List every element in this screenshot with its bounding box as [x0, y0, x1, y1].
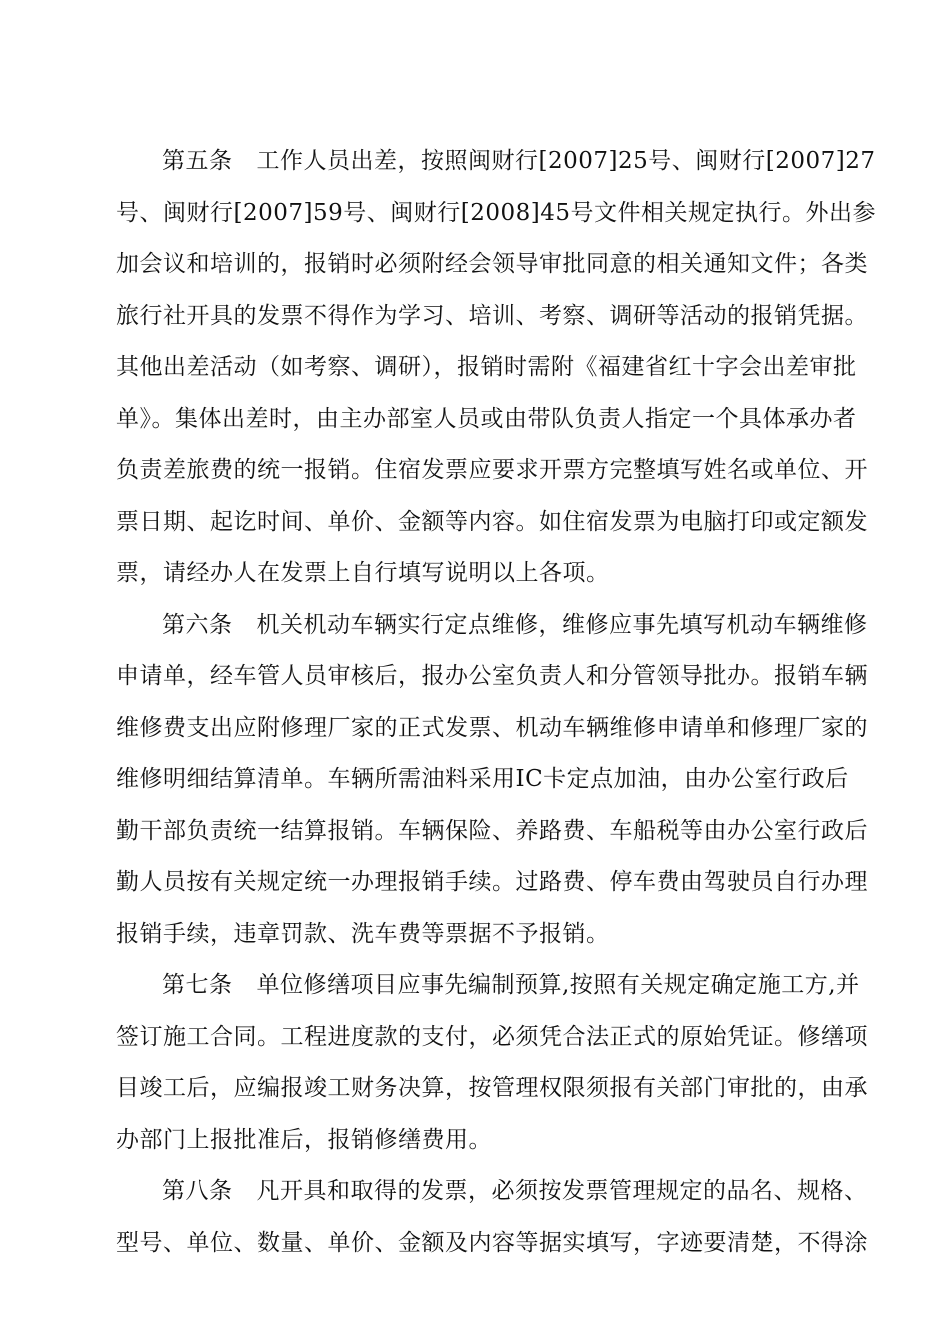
article-7-line-1: 第七条 单位修缮项目应事先编制预算,按照有关规定确定施工方,并 — [162, 972, 860, 998]
article-8-line-2: 型号、单位、数量、单价、金额及内容等据实填写，字迹要清楚，不得涂 — [116, 1229, 868, 1256]
article-6-line-6: 勤人员按有关规定统一办理报销手续。过路费、停车费由驾驶员自行办理 — [116, 869, 868, 895]
article-8-line-1: 第八条 凡开具和取得的发票，必须按发票管理规定的品名、规格、 — [162, 1178, 868, 1204]
article-5-line-7: 负责差旅费的统一报销。住宿发票应要求开票方完整填写姓名或单位、开 — [116, 457, 868, 483]
document-page — [116, 136, 876, 1269]
article-6-line-4: 维修明细结算清单。车辆所需油料采用IC卡定点加油，由办公室行政后 — [116, 766, 849, 792]
article-6 — [116, 600, 868, 961]
article-7-heading: 第七条 — [162, 972, 233, 998]
article-5-line-9: 票，请经办人在发票上自行填写说明以上各项。 — [116, 560, 610, 586]
article-5-heading: 第五条 — [162, 148, 233, 174]
article-5-line-6: 单》。集体出差时，由主办部室人员或由带队负责人指定一个具体承办者 — [116, 405, 857, 432]
article-5-line-1: 第五条 工作人员出差，按照闽财行[2007]25号、闽财行[2007]27 — [162, 148, 876, 174]
article-8 — [116, 1166, 868, 1269]
article-8-heading: 第八条 — [162, 1178, 233, 1204]
article-6-line-7: 报销手续，违章罚款、洗车费等票据不予报销。 — [116, 920, 610, 947]
article-7-line-3: 目竣工后，应编报竣工财务决算，按管理权限须报有关部门审批的，由承 — [116, 1075, 868, 1101]
article-5-line-3: 加会议和培训的，报销时必须附经会领导审批同意的相关通知文件；各类 — [116, 251, 868, 277]
article-6-line-5: 勤干部负责统一结算报销。车辆保险、养路费、车船税等由办公室行政后 — [116, 817, 868, 844]
article-5-line-4: 旅行社开具的发票不得作为学习、培训、考察、调研等活动的报销凭据。 — [116, 302, 868, 329]
article-6-line-1: 第六条 机关机动车辆实行定点维修，维修应事先填写机动车辆维修 — [162, 611, 868, 638]
article-6-heading: 第六条 — [162, 611, 233, 638]
article-6-line-2: 申请单，经车管人员审核后，报办公室负责人和分管领导批办。报销车辆 — [116, 663, 868, 689]
article-5-line-5: 其他出差活动（如考察、调研），报销时需附《福建省红十字会出差审批 — [116, 354, 857, 380]
article-7-line-2: 签订施工合同。工程进度款的支付，必须凭合法正式的原始凭证。修缮项 — [116, 1023, 868, 1050]
article-7 — [116, 960, 868, 1166]
article-7-line-4: 办部门上报批准后，报销修缮费用。 — [116, 1126, 492, 1153]
article-5-line-2: 号、闽财行[2007]59号、闽财行[2008]45号文件相关规定执行。外出参 — [116, 199, 876, 226]
article-5 — [116, 136, 876, 600]
article-5-line-8: 票日期、起讫时间、单价、金额等内容。如住宿发票为电脑打印或定额发 — [116, 508, 868, 535]
article-6-line-3: 维修费支出应附修理厂家的正式发票、机动车辆维修申请单和修理厂家的 — [116, 714, 868, 741]
